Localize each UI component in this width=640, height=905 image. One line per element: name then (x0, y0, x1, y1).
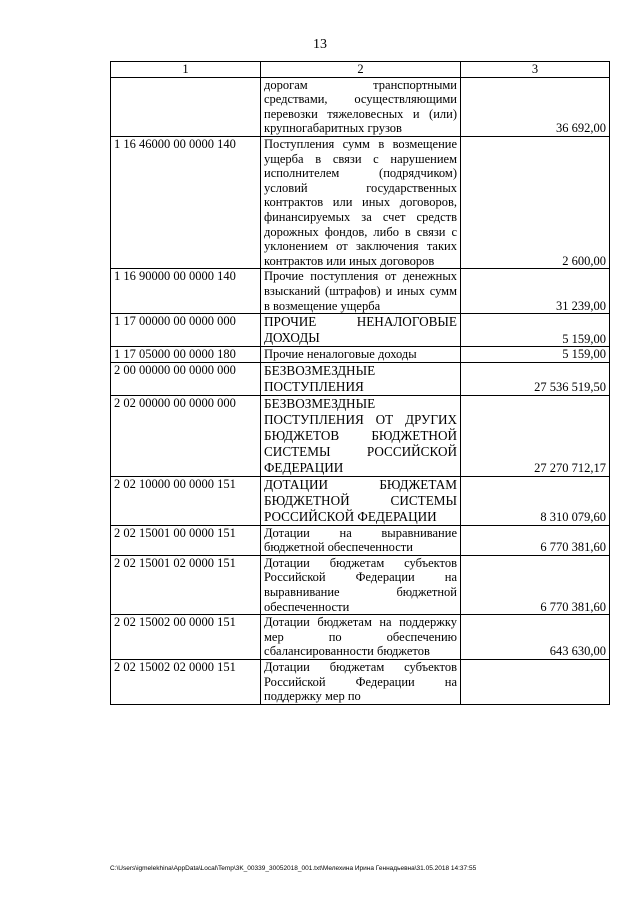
row-amount: 5 159,00 (461, 347, 610, 363)
table-row (111, 615, 610, 660)
row-amount: 8 310 079,60 (461, 476, 610, 525)
row-amount: 6 770 381,60 (461, 555, 610, 614)
table-row (111, 525, 610, 555)
row-amount: 6 770 381,60 (461, 525, 610, 555)
row-description: Дотации на выравнивание бюджетной обеспеченности (261, 525, 461, 555)
row-amount: 27 536 519,50 (461, 362, 610, 395)
row-code: 2 02 00000 00 0000 000 (111, 395, 261, 476)
row-description: БЕЗВОЗМЕЗДНЫЕ ПОСТУПЛЕНИЯ (261, 362, 461, 395)
row-amount: 31 239,00 (461, 269, 610, 314)
row-description: БЕЗВОЗМЕЗДНЫЕ ПОСТУПЛЕНИЯ ОТ ДРУГИХ БЮДЖЕТОВ БЮДЖЕТНОЙ СИСТЕМЫ РОССИЙСКОЙ ФЕДЕРАЦИИ (261, 395, 461, 476)
row-code: 2 02 15002 02 0000 151 (111, 660, 261, 705)
table-row (111, 314, 610, 347)
table-row (111, 77, 610, 136)
row-code: 1 17 00000 00 0000 000 (111, 314, 261, 347)
table-row (111, 347, 610, 363)
row-description: ПРОЧИЕ НЕНАЛОГОВЫЕ ДОХОДЫ (261, 314, 461, 347)
page-number: 13 (313, 37, 327, 52)
row-description: Дотации бюджетам субъектов Российской Федерации на поддержку мер по (261, 660, 461, 705)
table-row (111, 269, 610, 314)
row-code: 2 00 00000 00 0000 000 (111, 362, 261, 395)
revenue-table (110, 61, 610, 705)
row-description: Прочие поступления от денежных взысканий (штрафов) и иных сумм в возмещение ущерба (261, 269, 461, 314)
row-amount: 36 692,00 (461, 77, 610, 136)
row-description: Дотации бюджетам субъектов Российской Федерации на выравнивание бюджетной обеспеченности (261, 555, 461, 614)
header-col-2: 2 (261, 62, 461, 78)
table-row (111, 660, 610, 705)
row-amount: 27 270 712,17 (461, 395, 610, 476)
row-description: Дотации бюджетам на поддержку мер по обеспечению сбалансированности бюджетов (261, 615, 461, 660)
row-code: 2 02 10000 00 0000 151 (111, 476, 261, 525)
file-path-footer: C:\Users\igmelekhina\AppData\Local\Temp\3K_00339_30052018_001.txt\Мелехина Ирина Геннадьевна\31.05.2018 14:37:55 (110, 865, 477, 872)
row-code: 1 16 90000 00 0000 140 (111, 269, 261, 314)
header-col-1: 1 (111, 62, 261, 78)
row-code: 2 02 15002 00 0000 151 (111, 615, 261, 660)
row-code: 2 02 15001 00 0000 151 (111, 525, 261, 555)
table-row (111, 476, 610, 525)
row-description: ДОТАЦИИ БЮДЖЕТАМ БЮДЖЕТНОЙ СИСТЕМЫ РОССИЙСКОЙ ФЕДЕРАЦИИ (261, 476, 461, 525)
row-description: Поступления сумм в возмещение ущерба в связи с нарушением исполнителем (подрядчиком) условий государственных контрактов или иных договоров, финансируемых за счет средств дорожных фондов, либо в связи с уклонением от заключения таких контрактов или иных договоров (261, 136, 461, 268)
row-code: 1 16 46000 00 0000 140 (111, 136, 261, 268)
row-code: 1 17 05000 00 0000 180 (111, 347, 261, 363)
table-row (111, 362, 610, 395)
row-amount (461, 660, 610, 705)
row-amount: 5 159,00 (461, 314, 610, 347)
row-description: Прочие неналоговые доходы (261, 347, 461, 363)
row-description: дорогам транспортными средствами, осуществляющими перевозки тяжеловесных и (или) крупногабаритных грузов (261, 77, 461, 136)
row-code: 2 02 15001 02 0000 151 (111, 555, 261, 614)
header-col-3: 3 (461, 62, 610, 78)
table-row (111, 555, 610, 614)
table-row (111, 395, 610, 476)
row-code (111, 77, 261, 136)
row-amount: 643 630,00 (461, 615, 610, 660)
row-amount: 2 600,00 (461, 136, 610, 268)
table-header-row (111, 62, 610, 78)
table-row (111, 136, 610, 268)
